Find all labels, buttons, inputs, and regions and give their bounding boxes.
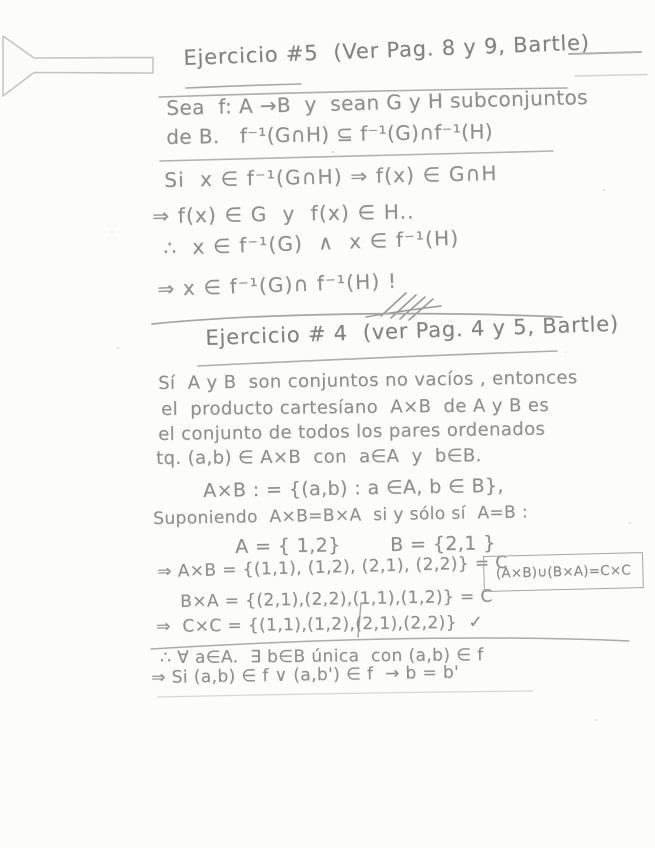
exercise4-title: Ejercicio # 4 (ver Pag. 4 y 5, Bartle)	[205, 311, 620, 350]
cxc-result-line: ⇒ C×C = {(1,1),(1,2),(2,1),(2,2)} ✓	[156, 612, 484, 637]
cartesian-product-definition: A×B : = {(a,b) : a ∈A, b ∈ B},	[203, 474, 505, 502]
conclusion-line: ∴ ∀ a∈A. ∃ b∈B única con (a,b) ∈ f	[160, 645, 484, 668]
conclusion-line: ⇒ Si (a,b) ∈ f ∨ (a,b') ∈ f → b = b'	[151, 662, 460, 688]
exercise5-proof-line: ⇒ f(x) ∈ G y f(x) ∈ H..	[152, 199, 415, 228]
bxa-result-line: B×A = {(2,1),(2,2),(1,1),(1,2)} = C	[180, 586, 493, 612]
exercise4-statement-line: el conjunto de todos los pares ordenados	[158, 418, 546, 445]
set-a-definition: A = { 1,2}	[235, 534, 341, 558]
exercise5-title: Ejercicio #5 (Ver Pag. 8 y 9, Bartle)	[183, 30, 591, 70]
statement5-underline	[160, 151, 553, 161]
title4-underline	[198, 351, 557, 366]
scanner-fold-artifact-icon	[3, 36, 153, 96]
hatch-scribble	[366, 293, 441, 320]
axb-result-line: ⇒ A×B = {(1,1), (1,2), (2,1), (2,2)} = C	[157, 552, 508, 582]
margin-dash	[575, 75, 647, 77]
bottom-rule	[158, 691, 533, 697]
exercise4-statement-line: el producto cartesíano A×B de A y B es	[161, 394, 550, 420]
boxed-annotation-text: (A×B)∪(B×A)=C×C	[495, 562, 632, 582]
set-b-definition: B = {2,1 }	[390, 532, 496, 556]
exercise5-statement-line: de B. f⁻¹(G∩H) ⊆ f⁻¹(G)∩f⁻¹(H)	[166, 119, 494, 149]
exercise5-proof-line: ∴ x ∈ f⁻¹(G) ∧ x ∈ f⁻¹(H)	[163, 225, 460, 260]
boxed-annotation	[483, 552, 644, 592]
exercise4-statement-line: tq. (a,b) ∈ A×B con a∈A y b∈B.	[156, 445, 482, 469]
supposition-line: Suponiendo A×B=B×A si y sólo sí A=B :	[153, 502, 529, 529]
exercise4-statement-line: Sí A y B son conjuntos no vacíos , entonces	[158, 367, 578, 394]
exercise5-proof-line: ⇒ x ∈ f⁻¹(G)∩ f⁻¹(H) !	[157, 268, 398, 301]
exercise5-proof-line: Si x ∈ f⁻¹(G∩H) ⇒ f(x) ∈ G∩H	[164, 161, 498, 192]
exercise5-statement-line: Sea f: A →B y sean G y H subconjuntos	[166, 84, 589, 120]
word-underline	[186, 84, 301, 88]
